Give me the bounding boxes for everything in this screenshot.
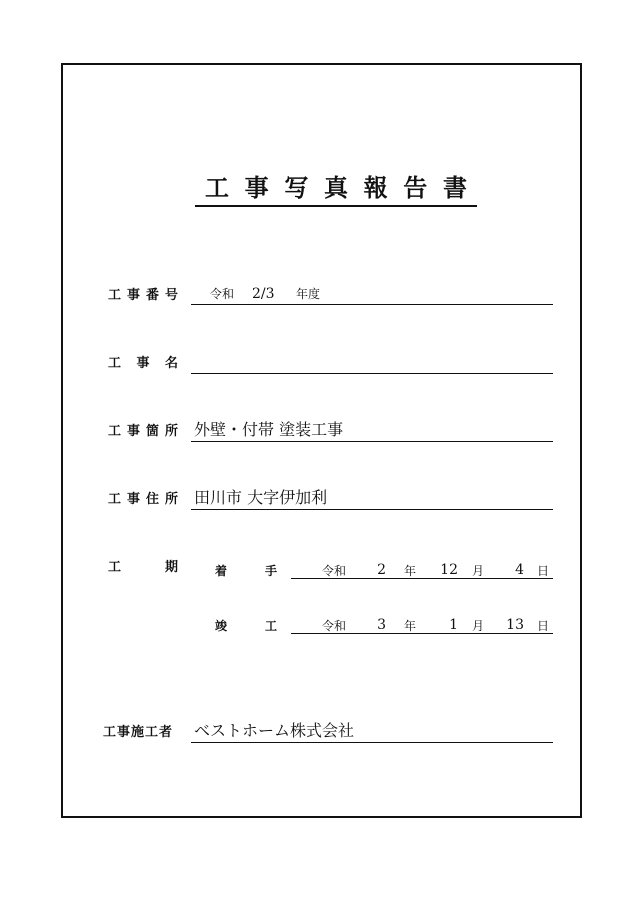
end-day: 13 <box>506 617 524 633</box>
title-char: 真 <box>323 174 348 202</box>
label-contractor: 工事施工者 <box>103 725 174 740</box>
end-year-unit: 年 <box>404 619 417 633</box>
end-month-unit: 月 <box>472 619 485 633</box>
label-construction-number: 工 事 番 号 <box>108 288 178 303</box>
end-era: 令和 <box>322 619 347 633</box>
title-char: 報 <box>363 174 388 202</box>
title-char: 事 <box>244 174 269 202</box>
construction-number-line <box>191 304 553 305</box>
end-day-unit: 日 <box>537 619 550 633</box>
contractor-line <box>191 742 553 743</box>
end-month: 1 <box>449 617 458 633</box>
construction-address-value: 田川市 大字伊加利 <box>194 488 328 507</box>
start-day-unit: 日 <box>537 564 550 578</box>
label-construction-period: 工 期 <box>108 560 178 575</box>
start-label-char: 手 <box>265 564 278 578</box>
label-construction-address: 工 事 住 所 <box>108 492 178 507</box>
start-era: 令和 <box>322 564 347 578</box>
start-year-unit: 年 <box>404 564 417 578</box>
end-label-char: 工 <box>265 619 278 633</box>
start-label-char: 着 <box>215 564 228 578</box>
end-year: 3 <box>377 617 386 633</box>
title-char: 工 <box>205 174 229 202</box>
title-char: 写 <box>284 174 309 202</box>
end-date-line <box>291 633 553 634</box>
label-construction-name: 工 事 名 <box>108 356 178 371</box>
label-construction-location: 工 事 箇 所 <box>108 424 178 439</box>
start-month-unit: 月 <box>472 564 485 578</box>
end-label-char: 竣 <box>215 619 228 633</box>
document-title <box>195 174 477 207</box>
title-char: 書 <box>442 174 467 202</box>
start-day: 4 <box>515 562 524 578</box>
construction-address-line <box>191 509 553 510</box>
construction-number-suffix: 年度 <box>296 287 321 301</box>
construction-number-era: 令和 <box>210 287 235 301</box>
construction-location-value: 外壁・付帯 塗装工事 <box>194 420 344 439</box>
start-date-line <box>291 578 553 579</box>
construction-number-value: 2/3 <box>252 286 275 302</box>
contractor-value: ベストホーム株式会社 <box>194 721 355 740</box>
construction-name-line <box>191 373 553 374</box>
construction-location-line <box>191 441 553 442</box>
start-year: 2 <box>377 562 386 578</box>
title-char: 告 <box>403 174 428 202</box>
start-month: 12 <box>440 562 458 578</box>
